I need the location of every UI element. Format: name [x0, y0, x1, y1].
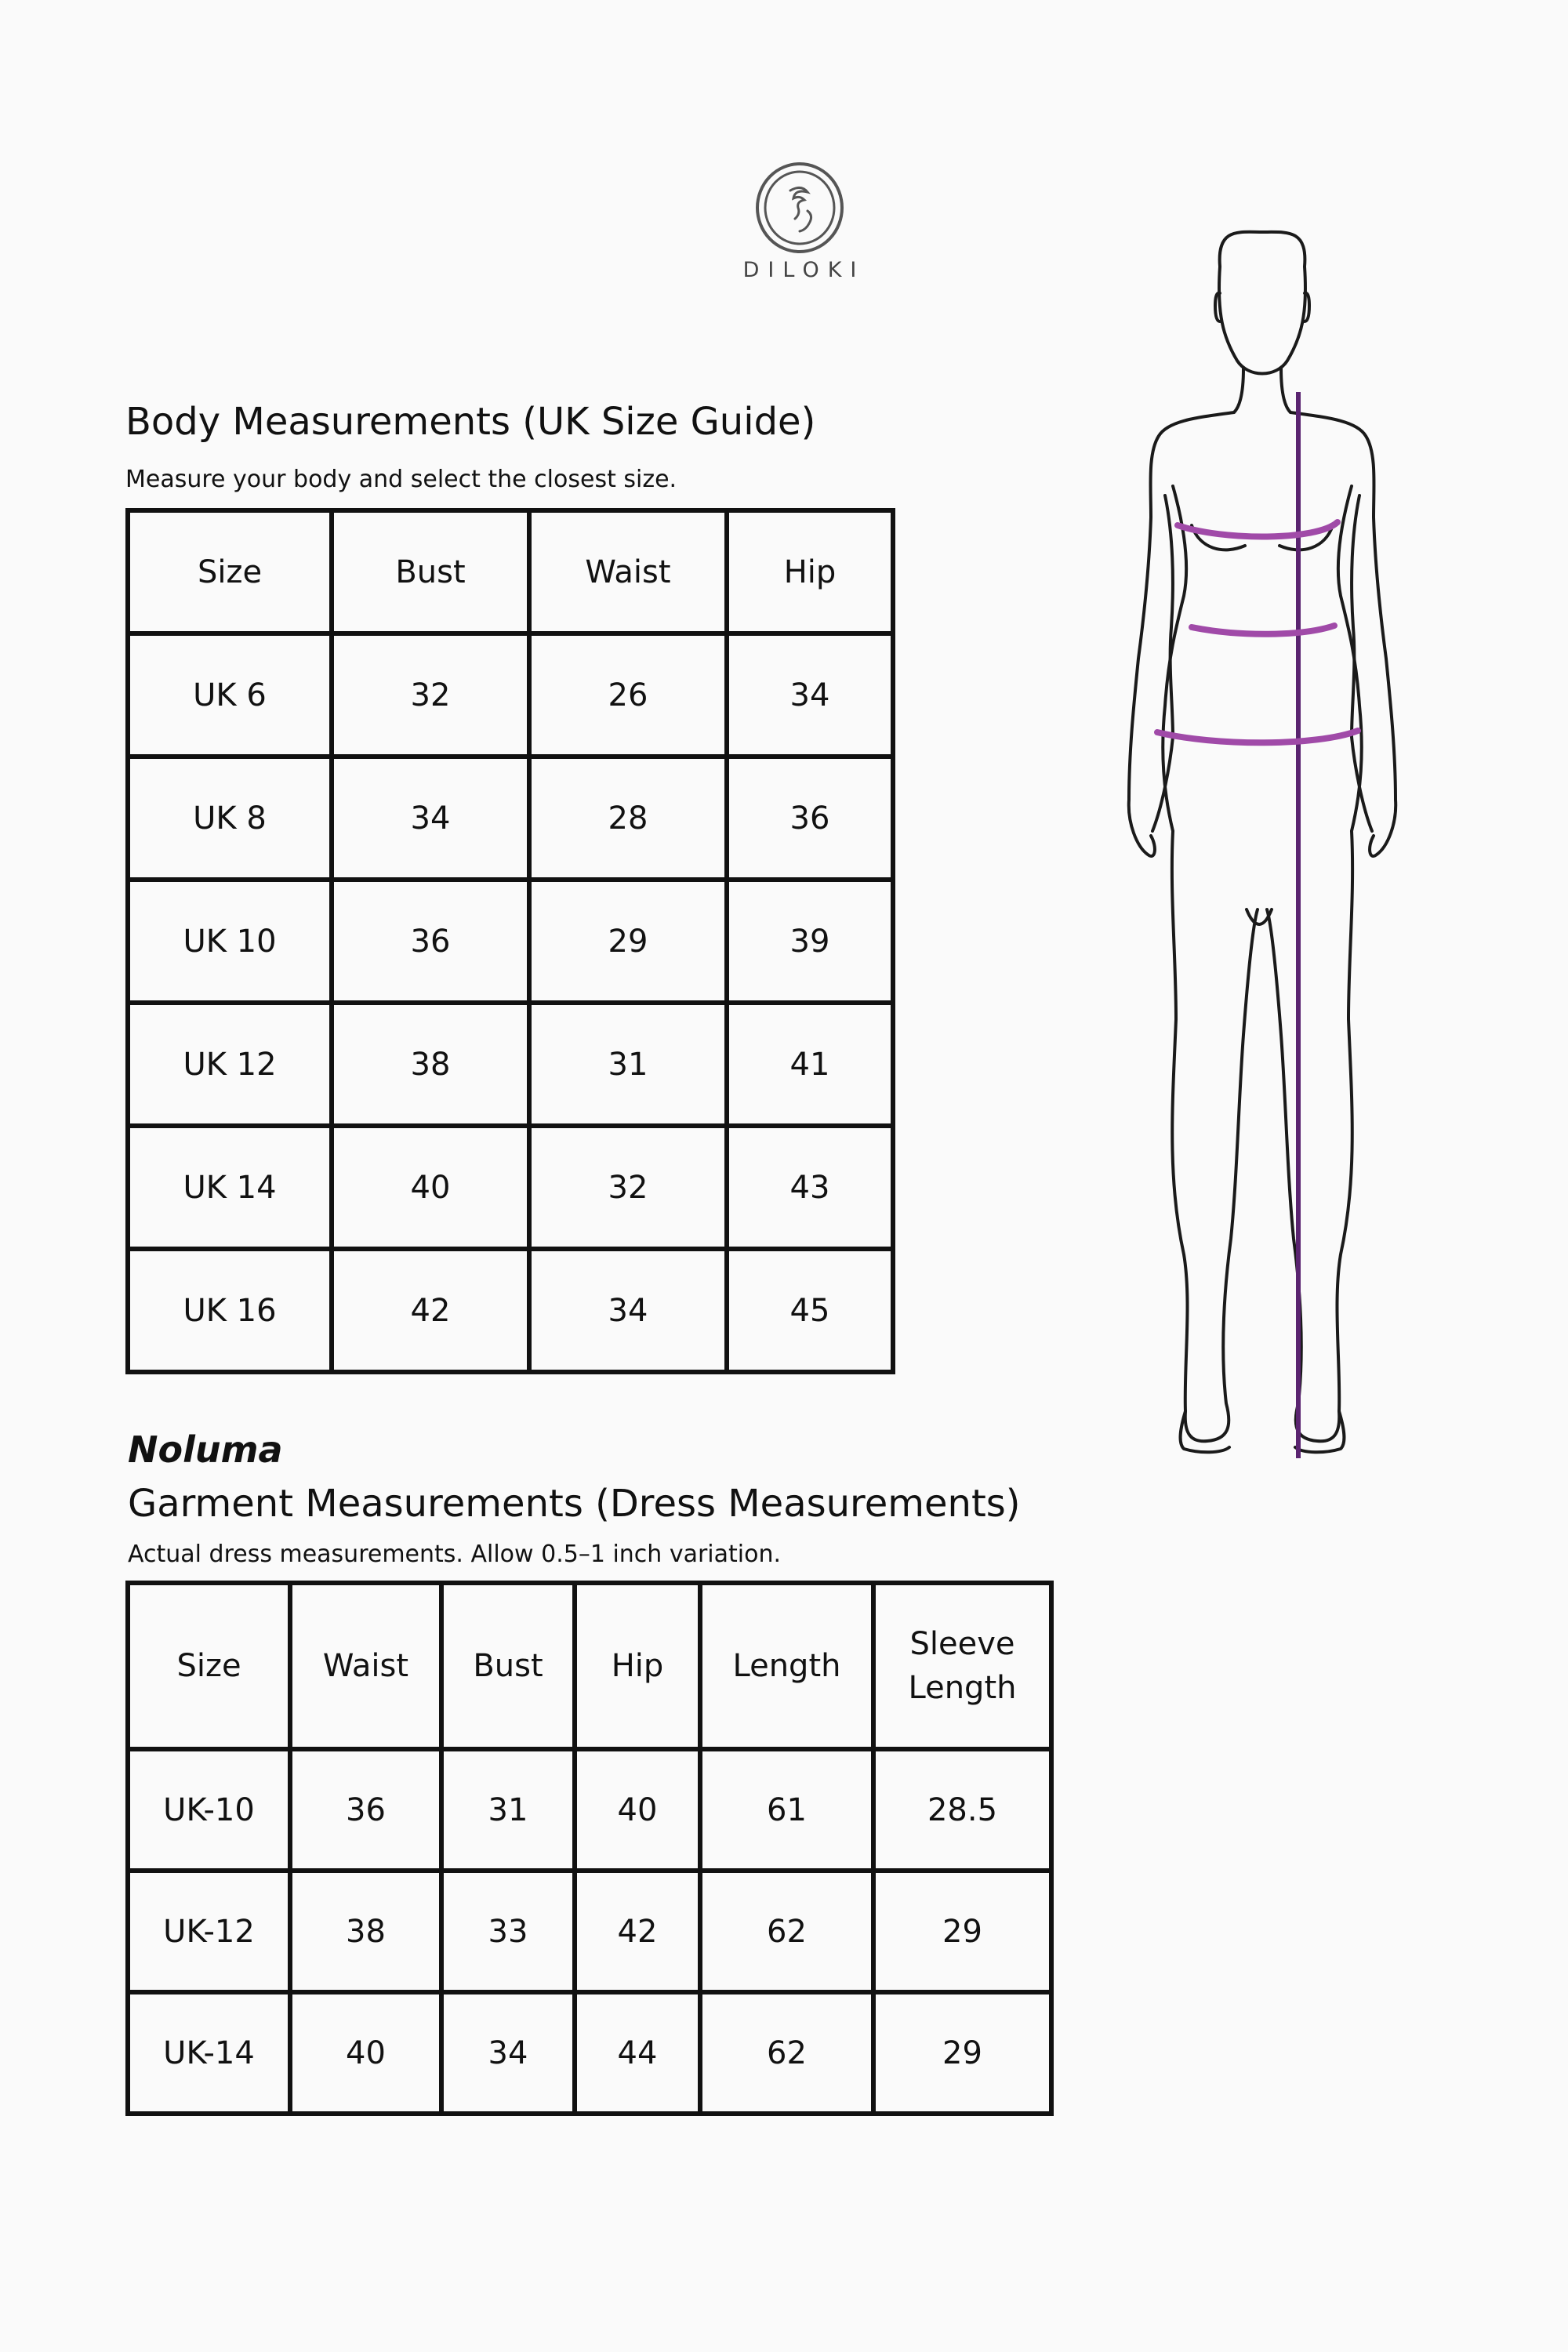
- table-cell: 34: [529, 1249, 727, 1372]
- table-cell: UK 16: [128, 1249, 332, 1372]
- column-header: Waist: [529, 510, 727, 633]
- table-cell: 36: [290, 1749, 441, 1871]
- table-cell: 62: [700, 1871, 873, 1992]
- table-cell: 34: [727, 633, 893, 757]
- table-cell: 31: [529, 1003, 727, 1126]
- product-name: Noluma: [128, 1428, 283, 1471]
- column-header: Size: [128, 1583, 290, 1749]
- table-cell: 26: [529, 633, 727, 757]
- table-row: [128, 1003, 893, 1126]
- column-header: Length: [700, 1583, 873, 1749]
- table-cell: 28: [529, 757, 727, 880]
- garment-measurements-table: [125, 1581, 1054, 2116]
- table-cell: 38: [332, 1003, 529, 1126]
- table-cell: 36: [727, 757, 893, 880]
- table-row: [128, 880, 893, 1003]
- table-row: [128, 1249, 893, 1372]
- table-row: [128, 1992, 1051, 2114]
- table-cell: 39: [727, 880, 893, 1003]
- table-cell: UK 14: [128, 1126, 332, 1249]
- table-header-row: [128, 1583, 1051, 1749]
- table-cell: 32: [332, 633, 529, 757]
- table-cell: UK 6: [128, 633, 332, 757]
- table-cell: 40: [290, 1992, 441, 2114]
- table-cell: 28.5: [873, 1749, 1051, 1871]
- body-measurement-figure-icon: [1066, 157, 1458, 1474]
- table-cell: 41: [727, 1003, 893, 1126]
- table-cell: 44: [575, 1992, 700, 2114]
- table-cell: 40: [332, 1126, 529, 1249]
- brand-logo: [729, 161, 870, 282]
- table-cell: 43: [727, 1126, 893, 1249]
- table-cell: 45: [727, 1249, 893, 1372]
- table-cell: 38: [290, 1871, 441, 1992]
- table-cell: 29: [873, 1871, 1051, 1992]
- brand-logo-icon: [753, 161, 847, 255]
- column-header: Waist: [290, 1583, 441, 1749]
- column-header: Hip: [575, 1583, 700, 1749]
- table-cell: UK-12: [128, 1871, 290, 1992]
- brand-logo-text: DILOKI: [742, 258, 866, 282]
- table-cell: UK 12: [128, 1003, 332, 1126]
- table-row: [128, 1871, 1051, 1992]
- table-cell: 40: [575, 1749, 700, 1871]
- table-row: [128, 1126, 893, 1249]
- column-header: Hip: [727, 510, 893, 633]
- table-cell: 42: [575, 1871, 700, 1992]
- column-header: Bust: [441, 1583, 575, 1749]
- table-row: [128, 757, 893, 880]
- table-cell: 61: [700, 1749, 873, 1871]
- table-cell: 36: [332, 880, 529, 1003]
- table-cell: UK-14: [128, 1992, 290, 2114]
- table-row: [128, 633, 893, 757]
- table-cell: 62: [700, 1992, 873, 2114]
- table-cell: UK 8: [128, 757, 332, 880]
- column-header: Sleeve Length: [873, 1583, 1051, 1749]
- table-header-row: [128, 510, 893, 633]
- body-measurements-subtitle: Measure your body and select the closest size.: [125, 466, 677, 493]
- table-cell: 34: [332, 757, 529, 880]
- table-cell: 29: [529, 880, 727, 1003]
- column-header: Bust: [332, 510, 529, 633]
- table-cell: 33: [441, 1871, 575, 1992]
- table-cell: 29: [873, 1992, 1051, 2114]
- table-row: [128, 1749, 1051, 1871]
- table-cell: 32: [529, 1126, 727, 1249]
- body-measurement-figure: [1066, 157, 1458, 1474]
- garment-measurements-title: Garment Measurements (Dress Measurements): [128, 1482, 1021, 1526]
- table-cell: UK 10: [128, 880, 332, 1003]
- body-measurements-title: Body Measurements (UK Size Guide): [125, 400, 816, 444]
- column-header: Size: [128, 510, 332, 633]
- table-cell: 34: [441, 1992, 575, 2114]
- table-cell: UK-10: [128, 1749, 290, 1871]
- table-cell: 42: [332, 1249, 529, 1372]
- table-cell: 31: [441, 1749, 575, 1871]
- garment-measurements-subtitle: Actual dress measurements. Allow 0.5–1 inch variation.: [128, 1541, 782, 1568]
- body-measurements-table: [125, 508, 895, 1374]
